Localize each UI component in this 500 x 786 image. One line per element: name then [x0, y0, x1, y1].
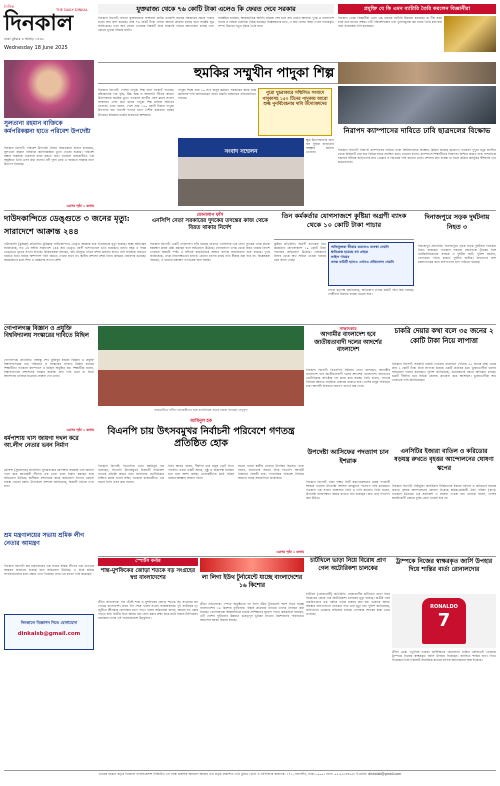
bnp-story-body-3: সভায় দলের স্থানীয় নেতারা উপস্থিত ছিলেন। তারা বলেন, জনগণের সমর্থন নিয়ে বিএনপি আগামী নির্বাচনে বিজয়ী হবে। গণতান্ত্রিক পরিবেশ ফিরিয়ে আনতে সবার সহযোগিতা প্রয়োজন। [238, 464, 305, 481]
ad-box-email[interactable]: dinkalsb@gmail.com [17, 631, 81, 637]
job-story-headline: চাকরি দেয়ার কথা বলে ৩৫ জনের ২ কোটি টাকা নিয়ে লাপাত্তা [394, 327, 494, 345]
bank-story-body-2: ব্যাংক কর্তৃপক্ষ জানিয়েছে, অভিযোগ তদন্তে কমিটি গঠন করা হয়েছে। দোষীদের বিরুদ্ধে ব্যবস্থা নেওয়া হবে। [328, 288, 415, 297]
left-story-2-body: দাউদকান্দি (কুমিল্লা) প্রতিনিধি: কুমিল্লার দাউদকান্দিতে ডেঙ্গু আক্রান্ত হয়ে তিনজনের মৃত্যু হয়েছে। স্বাস্থ্য অধিদপ্তর জানিয়েছে, গত ২৪ ঘণ্টায় সারাদেশে ২৪৪ জন ডেঙ্গু রোগী হাসপাতালে ভর্তি হয়েছেন। চলতি বছর এ পর্যন্ত ডেঙ্গুতে মৃতের সংখ্যা বাড়ছে। চিকিৎসকরা বলছেন, বর্ষা মৌসুমে এডিস মশার প্রজনন বাড়ে। তাই সবাইকে সচেতন থাকতে হবে। বাড়ির আশপাশে পানি জমতে দেওয়া যাবে না। স্থানীয় প্রশাসন মশক নিধন কার্যক্রম জোরদার করেছে। আক্রান্তদের মধ্যে শিশু ও বয়স্কদের সংখ্যা বেশি। [4, 242, 147, 263]
masthead-date: Wednesday 18 June 2025 [4, 45, 68, 51]
trump-body: ক্রীড়া ডেস্ক: পর্তুগিজ তারকা ক্রিস্টিয়ানো রোনালদো মার্কিন প্রেসিডেন্ট ডোনাল্ড ট্রাম্পকে নিজের স্বাক্ষরকৃত জার্সি উপহার দিয়েছেন। জার্সিতে শান্তির বার্তা লিখে দিয়েছেন তিনি। বিষয়টি সামাজিক মাধ্যমে ব্যাপক আলোচনার জন্ম দিয়েছে। [392, 650, 497, 663]
battery-photo [444, 16, 496, 52]
bnp-story-kicker: আমিনুল হক [190, 419, 212, 424]
main-story-body-1: দিনকাল রিপোর্ট: দেশের পাদুকা শিল্প নানা সংকটে পড়েছে। কাঁচামালের দাম বৃদ্ধি, উচ্চ শুল্ক ও আমদানি নীতির কারণে উদ্যোক্তারা হুমকির মুখে। গতকাল জাতীয় প্রেস ক্লাবে সংবাদ সম্মেলনে এসব কথা বলেন পাদুকা শিল্প মালিক সমিতির নেতারা। তারা বলেন, দেশে প্রায় ১৫০ কোটি টাকার পাদুকা উৎপাদন হয়। বিদেশি পণ্যের চাপে দেশীয় কারখানা বন্ধের উপক্রম। শ্রমিকরা চাকরি হারানোর আশঙ্কায়। [98, 88, 175, 117]
laliga-body: ক্রীড়া প্রতিবেদক: স্পেনে অনুষ্ঠিতব্য লা লিগা ইউথ টুর্নামেন্টে অংশ নিতে যাচ্ছে বাংলাদেশের ১৬ কিশোর ফুটবলার। বাছাই প্রক্রিয়ার মাধ্যমে তাদের নির্বাচন করা হয়েছে। খেলোয়াড়রা আন্তর্জাতিক মানের প্রশিক্ষণের সুযোগ পাবে। কর্মকর্তারা বলছেন, এটি দেশের ফুটবলের উন্নয়নে গুরুত্বপূর্ণ ভূমিকা রাখবে। কিশোরদের পরিবারেও আনন্দের আবহ বিরাজ করছে। [200, 602, 305, 623]
masthead-subtitle: THE DAILY DINKAL [56, 8, 88, 12]
minister-photo [4, 60, 94, 118]
top-headline-1: যুক্তরাজ্য থেকে ৭৬ কোটি টাকা এলেও কি ফেরত দেবে সরকার [98, 4, 334, 14]
left-story-5-headline: শ্রম মন্ত্রণালয়ের সভায় শ্রমিক লীগ নেতার আমন্ত্রণ [4, 532, 85, 547]
ali-story-headline: আগামীর বাংলাদেশ হবে জাতীয়তাবাদী দলের আদর্শের বাংলাদেশ [314, 332, 382, 354]
ad-box-line1: দিনকালে বিজ্ঞাপন দিতে যোগাযোগ [20, 620, 78, 625]
bnp-story-body-2: তিনি আরও বলেন, দীর্ঘদিন ধরে মানুষ ভোট দিতে পারেনি। এবার একটি অবাধ, সুষ্ঠু ও নিরপেক্ষ নির্বাচন হবে বলে আশা করছি। নেতাকর্মীদের মাঠে সক্রিয় থাকার আহ্বান জানান তিনি। [168, 464, 235, 481]
top-story-1-body: দিনকাল রিপোর্ট: লন্ডনে যুক্তরাজ্যের ন্যাশনাল ক্রাইম এজেন্সি সাবেক সরকারের সময়ে পাচার হওয়া অর্থ জব্দ করেছে। প্রায় ৭৬ কোটি টাকা ফেরত আনার প্রক্রিয়া চলছে বলে সংশ্লিষ্ট সূত্র জানিয়েছে। তবে অর্থ ফেরত দেওয়ার বিষয়টি নিয়ে সরকারি পর্যায়ে আলোচনা চলছে এবং কোনো চূড়ান্ত সিদ্ধান্ত হয়নি। [98, 16, 215, 33]
left-story-4-headline: ধর্মপাশায় খাস জায়গা দখল করে আ.লীগ নেতার ভবন নির্মাণ [4, 436, 79, 450]
jersey-number: 7 [437, 610, 451, 631]
ali-story-kicker: সাক্ষাৎকার [339, 326, 357, 331]
footer: তারেক রহমান কর্তৃক দিনকাল পাবলিকেশন্স লিমিটেড এর পক্ষে প্রকাশক আহমেদ আজম খান কর্তৃক প্রকাশিত এবং মুদ্রিত। বার্তা ও বাণিজ্যিক কার্যালয়: ১৭৫, নয়াপল্টন, ঢাকা-১০০০। ফোন: ০২-৯৩৩৪৪০৮। ই-মেইল: dinkalsb@gmail.com [98, 772, 402, 776]
ukraine-story-body: দিনকাল রিপোর্ট: ঢাকা দক্ষিণ সিটি করপোরেশনের মেয়র পদপ্রার্থী ইশরাক হোসেন উপদেষ্টা আসিফ মাহমুদের পদত্যাগ দাবি করেছেন। গতকাল এক সংবাদ সম্মেলনে তিনি এ দাবি জানান। তিনি বলেন, উপদেষ্টা নিরপেক্ষতা বজায় রাখতে ব্যর্থ হয়েছেন। দ্রুত তার পদত্যাগ করা উচিত। [306, 480, 391, 501]
right-story-1-body: দিনকাল রিপোর্ট: নিরাপদ ক্যাম্পাসের দাবিতে ঢাকা বিশ্ববিদ্যালয়ে বিক্ষোভ মিছিল করেছে ছাত্রদল। গতকাল দুপুরে মধুর ক্যান্টিন থেকে মিছিলটি বের হয়ে বিভিন্ন সড়ক প্রদক্ষিণ করে। নেতারা বলেন, ক্যাম্পাসে শিক্ষার্থীদের নিরাপত্তা নিশ্চিত করতে হবে। সাম্প্রতিক হামলার ঘটনায় জড়িতদের দ্রুত গ্রেপ্তার ও বিচারের দাবি জানান তারা। প্রশাসন দ্রুত ব্যবস্থা না নিলে কঠোর কর্মসূচির হুঁশিয়ারি দেন ছাত্রনেতারা। [338, 148, 497, 165]
main-story-body-3: ক্ষুদ্র উদ্যোক্তাদের জন্য ঋণ সুবিধা বাড়ানোর আহ্বান জানান নেতারা। [306, 138, 335, 155]
left-story-3-body: গোপালগঞ্জ প্রতিনিধি: বঙ্গবন্ধু শেখ মুজিবুর রহমান বিজ্ঞান ও প্রযুক্তি বিশ্ববিদ্যালয়ের নাম পরিবর্তন ও সংস্কারের দাবিতে মিছিল করেছে শিক্ষার্থীরা। গতকাল ক্যাম্পাসে এ মিছিল অনুষ্ঠিত হয়। শিক্ষার্থীরা বলেন, বিশ্ববিদ্যালয়ে প্রশাসনিক সংস্কার জরুরি। দ্রুত দাবি মেনে না নিলে আন্দোলন চালিয়ে যাওয়ার ঘোষণা দেন তারা। [4, 358, 95, 379]
bnp-story-headline: বিএনপি চায় উৎসবমুখর নির্বাচনী পরিবেশে গণতন্ত্র প্রতিষ্ঠিত হোক [107, 426, 295, 449]
jersey-name: RONALDO [430, 604, 458, 610]
israel-story-body: দিনকাল রিপোর্ট: নিউমুরিং কন্টেইনার টার্মিনালের ইজারা বাতিল ও করিডোর ষড়যন্ত্র রুখতে বৃহত্তর আন্দোলনের ঘোষণা দিয়েছে শ্রমিক-কর্মচারী ঐক্য পরিষদ (স্কপ)। গতকাল চট্টগ্রামে এক সমাবেশে এ ঘোষণা দেওয়া হয়। নেতারা বলেন, দেশের স্বার্থবিরোধী কোনো চুক্তি মেনে নেওয়া হবে না। [392, 484, 497, 501]
main-banner-text: হুমকির সম্মুখীন পাদুকা শিল্প [193, 66, 335, 81]
top-right-protest-photo [338, 62, 496, 84]
laliga-headline: লা লিগা ইউথ টুর্নামেন্টে যাচ্ছে বাংলাদেশের ১৬ কিশোর [201, 575, 303, 589]
ad-box [4, 614, 94, 650]
left-story-2-headline: দাউদকান্দিতে ডেঙ্গুতে ৩ জনের মৃত্যু: সারাদেশে আক্রান্ত ২৪৪ [4, 213, 130, 236]
right-story-1-banner: নিরাপদ ক্যাম্পাসের দাবিতে ঢাবি ছাত্রদলের বিক্ষোভ [338, 126, 496, 146]
bank-story-headline: তিন কর্মকর্তার যোগসাজশে কুষ্টিয়া অগ্রণী ব্যাংক থেকে ১০ কোটি টাকা পাচার [274, 212, 414, 240]
left-story-3-headline: গোপালগঞ্জ বিজ্ঞান ও প্রযুক্তি বিশ্ববিদ্যালয় সংস্কারের দাবিতে মিছিল [4, 326, 89, 340]
ali-story-body: দিনকাল রিপোর্ট: বিএনপির সিনিয়র নেতা বলেছেন, আগামীর বাংলাদেশ হবে জাতীয়তাবাদী দলের আদর্শের বাংলাদেশ। জনগণের ভোটাধিকার প্রতিষ্ঠায় দল কাজ করে যাচ্ছে। তিনি বলেন, গণতন্ত্র ফিরিয়ে আনতে সবাইকে ঐক্যবদ্ধ থাকতে হবে। দেশের মানুষ পরিবর্তন চায়। আগামী নির্বাচনে জনগণ তাদের রায় দেবে। [306, 368, 391, 389]
masthead-title: দিনকাল [4, 10, 74, 36]
mid-story-body: দিনকাল রিপোর্ট: একটি ফোনালাপ ফাঁস হয়েছে যেখানে এনসিপির এক নেতা দুদকের তদন্ত কাজে হস্তক্ষেপ করার চেষ্টা করছেন বলে অভিযোগ উঠেছে। ফোনালাপে তদন্ত থেকে বিরত থাকার নির্দেশ দেওয়ার বিষয়টি স্পষ্ট। এ ঘটনায় রাজনৈতিক অঙ্গনে ব্যাপক সমালোচনা শুরু হয়েছে। দুদক জানিয়েছে, তদন্ত নিরপেক্ষভাবে চলবে। কোনো চাপের কাছে নতি স্বীকার করা হবে না। বিশ্লেষকরা বলছেন, এ ধরনের হস্তক্ষেপ গণতন্ত্রের জন্য হুমকি। [150, 242, 271, 263]
bank-bullet: অভিযুক্তরা স্বীকার করলেও ব্যবস্থা নেয়নি [331, 245, 389, 249]
masthead-small-label: দৈনিক [4, 4, 15, 9]
brazil-body: চাটখিল (নোয়াখালী) প্রতিনিধি: নোয়াখালীর চাটখিলে ভাড়া নিয়ে বিরোধের জেরে এক অটোরিকশা চালকের মৃত্যু হয়েছে। যাত্রীর সঙ্গে বাকবিতণ্ডার এক পর্যায়ে তাকে মারধর করা হয়। গুরুতর আহত অবস্থায় হাসপাতালে নেওয়ার পথে তার মৃত্যু হয়। পুলিশ জানিয়েছে, জড়িতদের গ্রেপ্তারে অভিযান চলছে। এলাকায় শোকের ছায়া নেমে এসেছে। [306, 592, 391, 617]
meeting-photo [98, 326, 304, 406]
right-story-2-body: দিনাজপুর প্রতিনিধি: দিনাজপুরে পৃথক সড়ক দুর্ঘটনায় তিনজন নিহত হয়েছেন। গতকাল সকালে মহাসড়কে ট্রাকের সঙ্গে মোটরসাইকেলের সংঘর্ষে এ দুর্ঘটনা ঘটে। পুলিশ জানায়, বেপরোয়া গতির কারণে দুর্ঘটনা ঘটেছে। নিহতদের লাশ ময়নাতদন্তের জন্য হাসপাতাল মর্গে পাঠানো হয়েছে। [418, 244, 497, 265]
left-story-1-headline: সুলতানা রহমান বাক্তিকে কর্মপরিকল্পনা হাতে পরিবেশ উপদেষ্টা [4, 120, 91, 135]
left-story-4-body: ধর্মপাশা (সুনামগঞ্জ) প্রতিনিধি: সুনামগঞ্জের ধর্মপাশায় সরকারি খাস জায়গা দখল করে আওয়ামী লীগের এক নেতা ভবন নির্মাণ করছেন বলে অভিযোগ উঠেছে। স্থানীয়রা প্রশাসনের কাছে অভিযোগ দিলেও কোনো ব্যবস্থা নেওয়া হয়নি। উপজেলা প্রশাসন জানিয়েছে, বিষয়টি খতিয়ে দেখা হবে। [4, 468, 95, 489]
meeting-caption: রাজধানীতে দলীয় নেতাকর্মীদের সঙ্গে মতবিনিময় সভায় বক্তব্য রাখছেন নেতৃবৃন্দ [154, 408, 248, 412]
sports-tag: স্পোর্টস কর্নার [98, 558, 198, 566]
top-headline-2: প্রযুক্তি যে কি এমন ব্যাটারি তৈরি করলেন বিজ্ঞানীরা [338, 4, 496, 14]
sports-headline: শান্ত-মুশফিকের জোড়া শতকে বড় সংগ্রহের স্বপ্ন বাংলাদেশের [100, 568, 196, 582]
bnp-story-more[interactable]: এরপর পৃষ্ঠা ২ কলাম [276, 550, 304, 554]
israel-story-headline: এনসিটির ইজারা বাতিল ও করিডোর ষড়যন্ত্র রুখতে বৃহত্তর আন্দোলনের ঘোষণা স্কপের [394, 448, 494, 472]
mid-story-headline: এনসিপি নেতা সরকারের দুদকের তদন্তের কাজ থেকে বিরত থাকার নির্দেশ [151, 218, 269, 231]
main-story-body-2: পাদুকা শিল্পে প্রায় ১০ লাখ মানুষ কর্মরত। সরকারের কাছে শুল্ক কমানোর দাবি জানিয়েছেন তারা। রপ্তানি বাজারেও প্রতিযোগিতা বাড়ছে। [178, 88, 257, 101]
ukraine-story-headline: উপদেষ্টা আসিফের পদত্যাগ চান ইশরাক [307, 448, 389, 465]
top-story-2-body: দিনকাল ডেস্ক: বিজ্ঞানীরা এমন এক ধরনের ব্যাটারি উদ্ভাবন করেছেন যা দীর্ঘ সময় চার্জ ধরে রাখতে সক্ষম। এটি পরিবেশবান্ধব এবং তুলনামূলক কম খরচে তৈরি করা যায় বলে গবেষকরা দাবি করেছেন। [338, 16, 443, 29]
bank-story-bullets [328, 242, 414, 286]
jersey-shape [422, 598, 466, 644]
top-story-1-body-2: সংশ্লিষ্টরা বলছেন, আন্তর্জাতিক আইনি প্রক্রিয়া শেষ হলে অর্থ ফেরত আসবে। দুদক ও বাংলাদেশ ব্যাংক এ বিষয়ে একাধিক বৈঠক করেছে। বিশ্লেষকদের মতে, এ অর্থ ফেরত আনা গেলে পাচারকৃত সম্পদ উদ্ধারে নতুন দৃষ্টান্ত তৈরি হবে। [218, 16, 335, 29]
left-story-1-body: দিনকাল রিপোর্ট: পরিবেশ উপদেষ্টা সৈয়দা রিজওয়ানা হাসান বলেছেন, সুলতানা রহমান বাক্তিকে কর্মপরিকল্পনা তুলে দেওয়া হয়েছে। পরিবেশ রক্ষায় সকলকে একসঙ্গে কাজ করতে হবে। গতকাল রাজধানীতে এক অনুষ্ঠানে তিনি এসব কথা বলেন। নদী দূষণ রোধ ও বনায়নে সরকার নানা উদ্যোগ নিয়েছে। [4, 146, 95, 167]
press-conference-caption: সংবাদ সম্মেলন [224, 149, 258, 155]
bank-bullet: ক্ষতিগ্রস্ত হয়েছে বহু গ্রাহক [331, 250, 369, 254]
laliga-photo [200, 558, 304, 572]
main-callout-text: পুরো খুচরাকারে সম্মিলিত সংবাদে পাদুকাসহ ১৫০ টিনের পাদুকায় আরো শুল্ক পুনর্বিবেচনার দাবি উদ্যোক্তাদের [262, 91, 328, 108]
bnp-story-body-1: দিনকাল রিপোর্ট: বিএনপির নেতা আমিনুল হক বলেছেন, বিএনপি উৎসবমুখর নির্বাচনী পরিবেশে গণতন্ত্র প্রতিষ্ঠা করতে চায়। জনগণের ভোটাধিকার নিশ্চিত করাই দলের লক্ষ্য। গতকাল রাজধানীতে এক সভায় তিনি এসব কথা বলেন। [98, 464, 165, 485]
dhaka-univ-protest-photo [338, 86, 496, 124]
right-story-2-headline: দিনাজপুরে সড়ক দুর্ঘটনায় নিহত ৩ [424, 213, 490, 231]
masthead [4, 4, 96, 56]
left-story-3-more[interactable]: এরপর পৃষ্ঠা ২ কলাম [66, 428, 94, 432]
bank-story-body: কুষ্টিয়া প্রতিনিধি: অগ্রণী ব্যাংকের তিন কর্মকর্তার যোগসাজশে ১০ কোটি টাকা পাচারের অভিযোগ উঠেছে। গ্রাহকদের হিসাব থেকে অর্থ সরিয়ে নেওয়া হয়েছে বলে জানা গেছে। [274, 242, 327, 263]
trump-headline: ট্রাম্পকে নিজের স্বাক্ষরকৃত জার্সি উপহার দিয়ে শান্তির বার্তা রোনালদোর [395, 558, 493, 574]
mid-story-kicker: ফোনালাপ ফাঁস [196, 213, 224, 218]
main-callout [258, 88, 332, 136]
sports-body: ক্রীড়া প্রতিবেদক: গল টেস্টে শান্ত ও মুশফিকের জোড়া শতকে বড় সংগ্রহের স্বপ্ন দেখছে বাংলাদেশ। প্রথম দিন শেষে দলের সংগ্রহ সন্তোষজনক। দুই ব্যাটারের দৃঢ় জুটিতে শ্রীলঙ্কার বোলাররা চাপে পড়ে। দলের অধিনায়ক বলেন, আমরা বড় স্কোর গড়তে চাই। দ্বিতীয় দিনে আরও রান যোগ করার লক্ষ্য নিয়ে মাঠে নামবে টাইগাররা। সমর্থকরা দলের এই পারফরম্যান্সে উচ্ছ্বসিত। [98, 600, 199, 621]
bank-bullet: তদন্ত কমিটি হলেও এখনও প্রতিবেদন দেয়নি [331, 260, 394, 264]
bank-bullet: ফাইল গায়েব [331, 255, 350, 259]
brazil-headline: চাটখিলে ভাড়া নিয়ে বিরোধ প্রাণ গেল অটোরিকশা চালকের [310, 558, 386, 572]
job-story-body: দিনকাল রিপোর্ট: সরকারি চাকরি দেওয়ার প্রলোভন দেখিয়ে ৩৫ জনের কাছ থেকে প্রায় ২ কোটি টাকা নিয়ে লাপাত্তা হয়েছে একটি প্রতারক চক্র। ভুক্তভোগীরা থানায় অভিযোগ দায়ের করেছেন। পুলিশ জানিয়েছে, প্রতারকদের ধরতে অভিযান চলছে। চক্রটি দীর্ঘদিন ধরে বিভিন্ন জেলায় প্রতারণা করে আসছিল। ভুক্তভোগীরা অর্থ ফেরতের দাবি জানিয়েছেন। [392, 362, 497, 383]
left-story-5-body: দিনকাল রিপোর্ট: শ্রম মন্ত্রণালয়ের এক সভায় শ্রমিক লীগের এক নেতাকে আমন্ত্রণ জানানো হয়েছে বলে অভিযোগ উঠেছে। এ নিয়ে শ্রমিক সংগঠনগুলোর মধ্যে ক্ষোভ দেখা দিয়েছে। তারা এর ব্যাখ্যা দাবি করেছেন। [4, 564, 95, 577]
left-story-1-more[interactable]: এরপর পৃষ্ঠা ২ কলাম [66, 204, 94, 208]
masthead-tagline: ঢাকা বুধবার ৪ আষাঢ় ১৪৩২ [4, 37, 45, 41]
jersey-photo [392, 594, 496, 648]
